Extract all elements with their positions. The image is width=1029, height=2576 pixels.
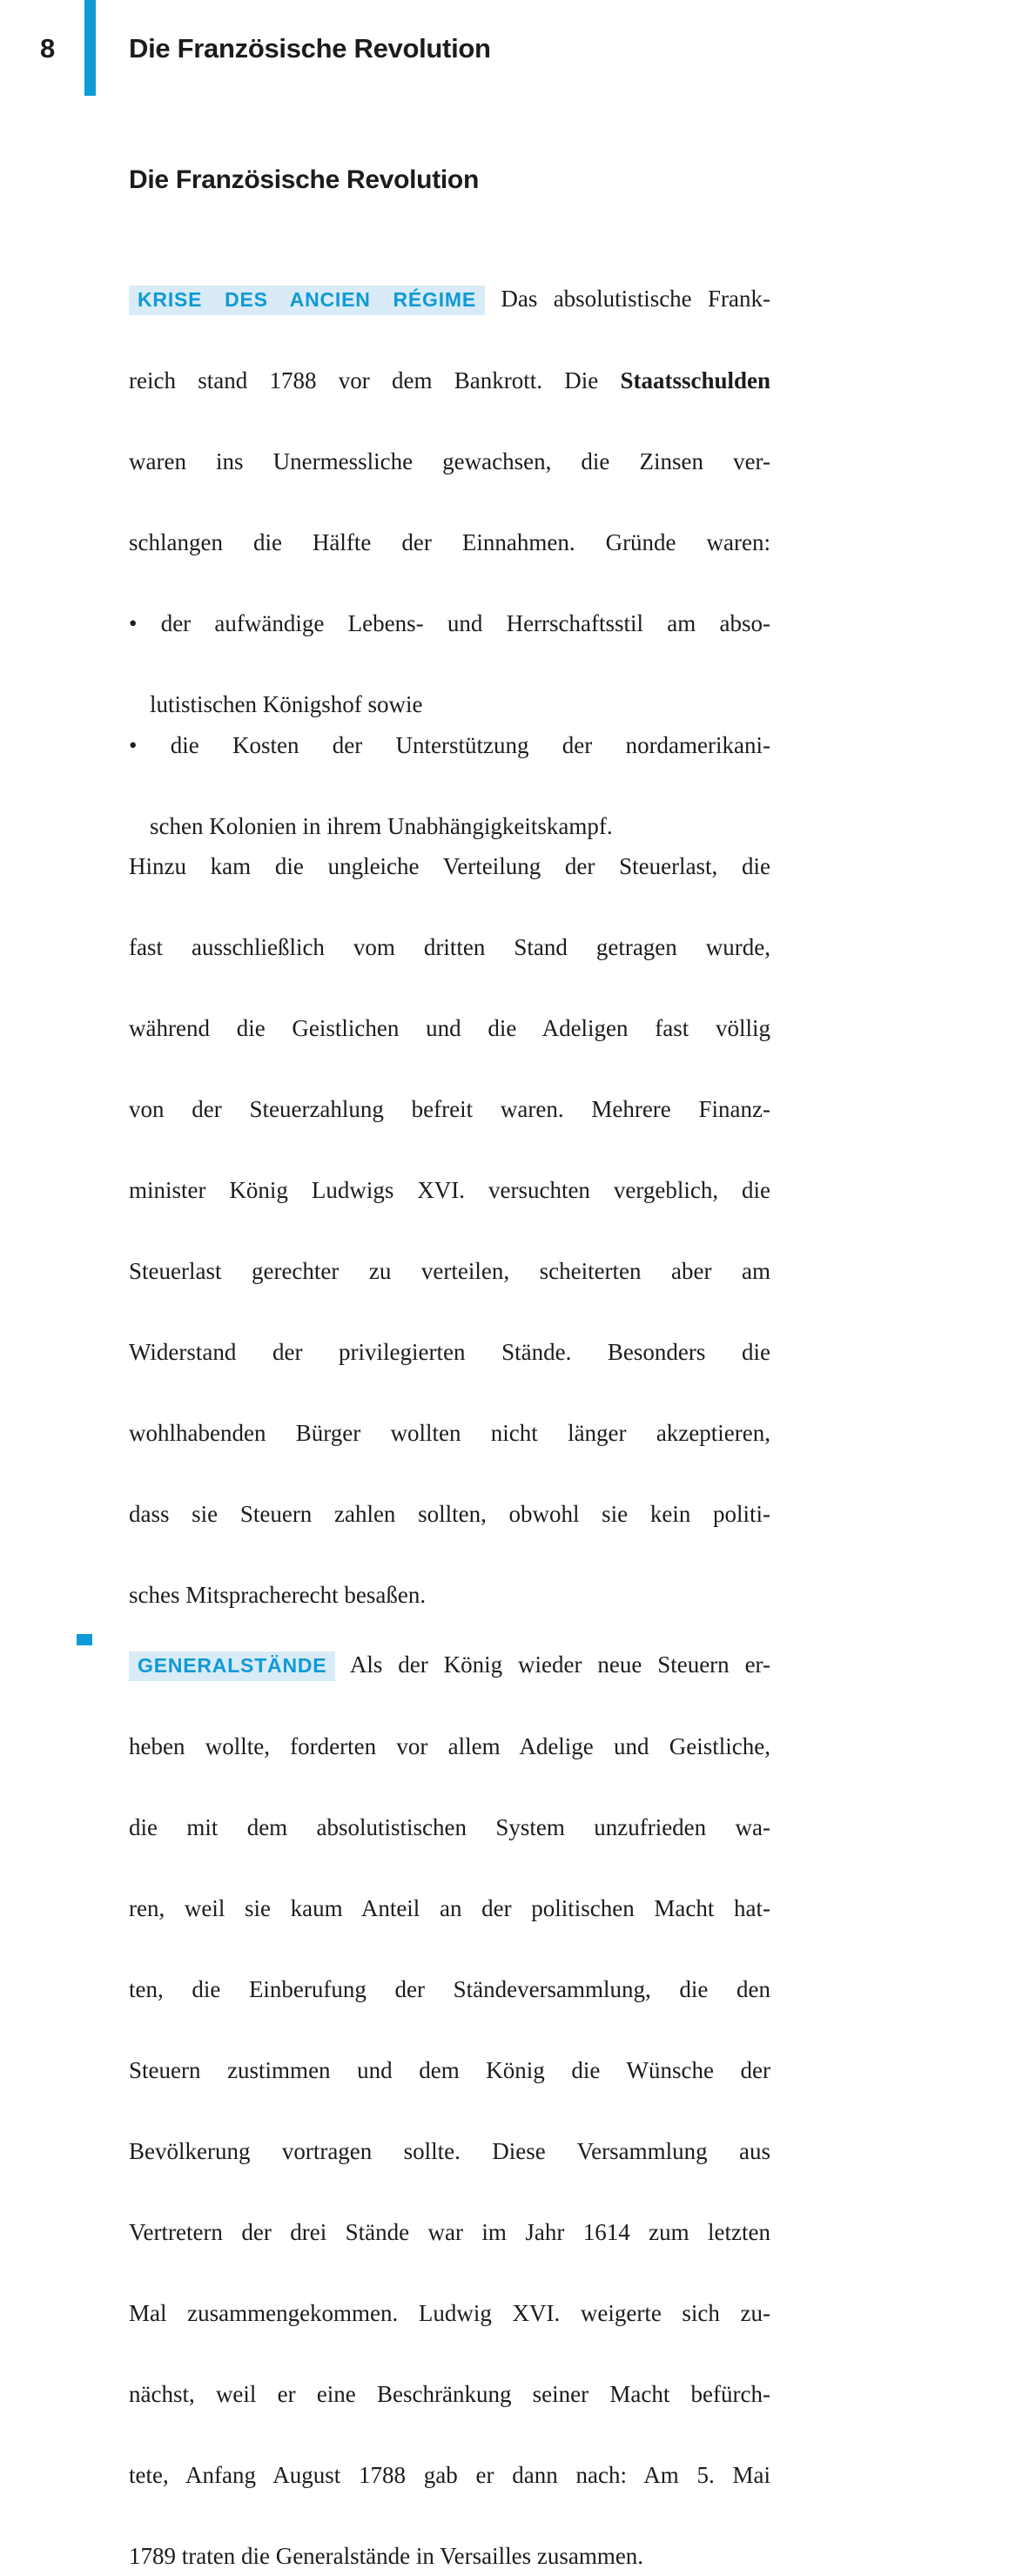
body-text: nächst, weil er eine Beschränkung seiner Macht befürch- [129, 2381, 770, 2407]
body-text: tete, Anfang August 1788 gab er dann nach: Am 5. Mai [129, 2462, 770, 2488]
body-text: die mit dem absolutistischen System unzufrieden wa- [129, 1814, 770, 1840]
body-text: lutistischen Königshof sowie [150, 691, 422, 717]
text-line [129, 684, 770, 725]
body-text: fast ausschließlich vom dritten Stand getragen wurde, [129, 934, 770, 960]
body-text: Bevölkerung vortragen sollte. Diese Versammlung aus [129, 2138, 770, 2164]
paragraph [129, 279, 770, 1616]
text-line [129, 725, 770, 806]
text-line [129, 1888, 770, 1969]
section-label: KRISE DES ANCIEN RÉGIME [129, 286, 485, 315]
text-line [129, 2212, 770, 2293]
text-line [129, 1008, 770, 1089]
text-line [129, 927, 770, 1008]
body-text: • der aufwändige Lebens- und Herrschaftsstil am abso- [129, 610, 770, 636]
body-text: 1789 traten die Generalstände in Versailles zusammen. [129, 2543, 643, 2569]
bold-text: Staatsschulden [620, 367, 770, 393]
body-text: reich stand 1788 vor dem Bankrott. Die [129, 367, 620, 393]
text-line [129, 360, 770, 441]
text-line [129, 1089, 770, 1170]
text-line [129, 2293, 770, 2374]
text-line [129, 441, 770, 522]
body-text: Widerstand der privilegierten Stände. Besonders die [129, 1339, 770, 1365]
text-line [129, 1726, 770, 1807]
running-head: Die Französische Revolution [129, 33, 491, 64]
text-line [129, 1494, 770, 1575]
body-text: schen Kolonien in ihrem Unabhängigkeitskampf. [150, 813, 613, 839]
text-line [129, 2050, 770, 2131]
text-line [129, 522, 770, 603]
article-body [129, 279, 770, 2576]
body-text: waren ins Unermessliche gewachsen, die Zinsen ver- [129, 448, 770, 474]
body-text: wohlhabenden Bürger wollten nicht länger akzeptieren, [129, 1420, 770, 1446]
body-text: von der Steuerzahlung befreit waren. Mehrere Finanz- [129, 1096, 770, 1122]
body-text: Mal zusammengekommen. Ludwig XVI. weigerte sich zu- [129, 2300, 770, 2326]
body-text: Das absolutistische Frank- [485, 286, 770, 312]
body-text: Steuern zustimmen und dem König die Wünsche der [129, 2057, 770, 2083]
text-line [129, 846, 770, 927]
text-line [129, 2455, 770, 2536]
text-line [129, 806, 770, 847]
text-line [129, 1969, 770, 2050]
body-text: schlangen die Hälfte der Einnahmen. Gründe waren: [129, 529, 770, 555]
body-text: • die Kosten der Unterstützung der nordamerikani- [129, 732, 770, 758]
text-line [129, 1644, 770, 1726]
text-line [129, 2374, 770, 2455]
text-line [129, 1170, 770, 1251]
page-number: 8 [40, 33, 55, 64]
text-line [129, 1575, 770, 1616]
body-text: Steuerlast gerechter zu verteilen, scheiterten aber am [129, 1258, 770, 1284]
text-line [129, 1251, 770, 1332]
body-text: ren, weil sie kaum Anteil an der politischen Macht hat- [129, 1895, 770, 1921]
text-line [129, 1413, 770, 1494]
text-line [129, 2536, 770, 2576]
text-line [129, 603, 770, 684]
body-text: minister König Ludwigs XVI. versuchten vergeblich, die [129, 1177, 770, 1203]
text-line [129, 1332, 770, 1413]
body-text: Vertretern der drei Stände war im Jahr 1614 zum letzten [129, 2219, 770, 2245]
paragraph [129, 1644, 770, 2576]
text-line [129, 1807, 770, 1888]
page-edge-marker [77, 1634, 92, 1645]
body-text: ten, die Einberufung der Ständeversammlung, die den [129, 1976, 770, 2002]
body-text: während die Geistlichen und die Adeligen fast völlig [129, 1015, 770, 1041]
article-title: Die Französische Revolution [129, 165, 479, 195]
text-line [129, 279, 770, 360]
body-text: heben wollte, forderten vor allem Adelige und Geistliche, [129, 1733, 770, 1759]
section-label: GENERALSTÄNDE [129, 1651, 335, 1681]
body-text: sches Mitspracherecht besaßen. [129, 1582, 426, 1608]
body-text: dass sie Steuern zahlen sollten, obwohl sie kein politi- [129, 1501, 770, 1527]
header-accent-bar [84, 0, 96, 96]
body-text: Als der König wieder neue Steuern er- [335, 1651, 770, 1678]
body-text: Hinzu kam die ungleiche Verteilung der Steuerlast, die [129, 853, 770, 879]
text-line [129, 2131, 770, 2212]
